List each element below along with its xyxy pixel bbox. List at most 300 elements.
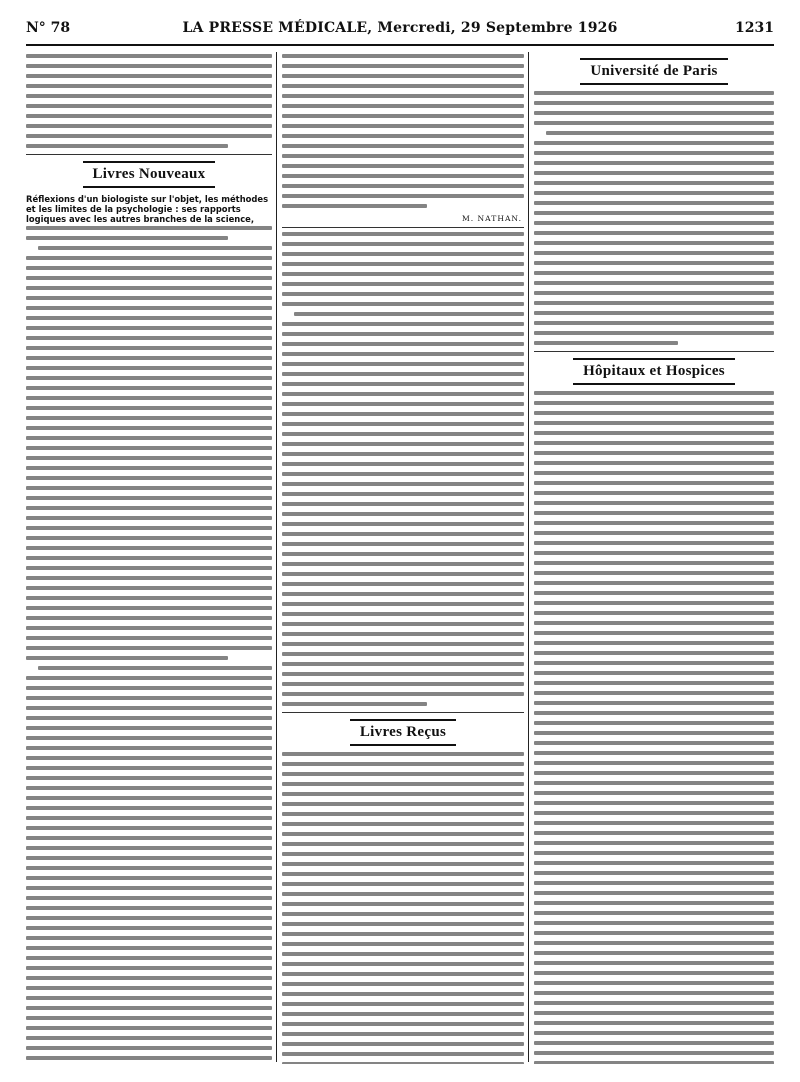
text-line <box>534 151 774 155</box>
text-line <box>282 104 524 108</box>
text-line <box>534 931 774 935</box>
text-line <box>282 532 524 536</box>
text-line <box>26 536 272 540</box>
text-line <box>282 1002 524 1006</box>
text-line <box>282 174 524 178</box>
section-divider <box>282 712 524 713</box>
text-line <box>534 871 774 875</box>
text-line <box>26 626 272 630</box>
text-line <box>534 511 774 515</box>
text-line <box>26 376 272 380</box>
text-line <box>282 592 524 596</box>
text-line <box>282 452 524 456</box>
text-line <box>26 806 272 810</box>
column-right <box>534 52 774 1064</box>
column-separator <box>528 52 529 1062</box>
text-line <box>26 286 272 290</box>
section-heading-hopitaux <box>534 358 774 385</box>
text-line <box>534 811 774 815</box>
text-line <box>282 982 524 986</box>
text-line <box>534 891 774 895</box>
text-line <box>26 104 272 108</box>
text-line <box>26 876 272 880</box>
section-heading-text: Livres Nouveaux <box>83 161 216 188</box>
text-line <box>534 771 774 775</box>
text-line <box>26 386 272 390</box>
section-heading-text: Université de Paris <box>580 58 727 85</box>
text-line <box>26 596 272 600</box>
text-line <box>26 266 272 270</box>
text-line <box>26 896 272 900</box>
text-line <box>282 1022 524 1026</box>
text-line <box>26 826 272 830</box>
text-line <box>26 426 272 430</box>
text-line <box>26 776 272 780</box>
text-line <box>26 606 272 610</box>
text-line <box>38 246 272 250</box>
text-line <box>282 134 524 138</box>
text-line <box>282 442 524 446</box>
text-line <box>534 1021 774 1025</box>
text-line <box>534 761 774 765</box>
text-line <box>26 516 272 520</box>
text-line <box>26 646 272 650</box>
section-divider <box>282 227 524 228</box>
received-books-list <box>282 752 524 1064</box>
text-line <box>534 591 774 595</box>
text-line <box>282 772 524 776</box>
text-line <box>534 331 774 335</box>
text-line <box>534 731 774 735</box>
text-line <box>534 251 774 255</box>
text-line <box>282 1052 524 1056</box>
text-line <box>534 711 774 715</box>
text-line <box>534 211 774 215</box>
text-line <box>534 201 774 205</box>
text-line <box>282 412 524 416</box>
text-line <box>534 411 774 415</box>
text-line <box>534 141 774 145</box>
text-line <box>26 556 272 560</box>
text-line <box>282 204 427 208</box>
text-line <box>282 652 524 656</box>
text-line <box>282 512 524 516</box>
text-line <box>282 302 524 306</box>
text-line <box>26 506 272 510</box>
text-line <box>26 976 272 980</box>
text-line <box>282 194 524 198</box>
text-line <box>534 261 774 265</box>
text-line <box>534 751 774 755</box>
text-line <box>534 901 774 905</box>
text-line <box>534 551 774 555</box>
text-line <box>534 641 774 645</box>
text-line <box>282 272 524 276</box>
text-line <box>26 356 272 360</box>
text-line <box>534 391 774 395</box>
text-line <box>26 416 272 420</box>
text-line <box>534 441 774 445</box>
text-line <box>534 161 774 165</box>
text-line <box>26 466 272 470</box>
text-line <box>26 546 272 550</box>
text-line <box>534 631 774 635</box>
text-line <box>282 392 524 396</box>
text-line <box>26 726 272 730</box>
text-line <box>26 84 272 88</box>
text-line <box>534 321 774 325</box>
text-line <box>26 906 272 910</box>
text-line <box>26 144 228 148</box>
text-line <box>282 522 524 526</box>
text-line <box>534 821 774 825</box>
text-line <box>282 612 524 616</box>
text-line <box>534 1061 774 1064</box>
text-line <box>26 796 272 800</box>
text-line <box>26 526 272 530</box>
header-rule <box>26 44 774 46</box>
text-line <box>26 436 272 440</box>
text-line <box>534 961 774 965</box>
text-line <box>534 121 774 125</box>
text-line <box>534 1041 774 1045</box>
text-line <box>282 852 524 856</box>
text-line <box>26 956 272 960</box>
text-line <box>534 541 774 545</box>
text-line <box>282 682 524 686</box>
text-line <box>26 326 272 330</box>
text-line <box>282 1032 524 1036</box>
text-line <box>282 232 524 236</box>
text-line <box>26 486 272 490</box>
page-number: 1231 <box>735 20 774 36</box>
text-line <box>282 422 524 426</box>
text-line <box>282 762 524 766</box>
text-line <box>282 942 524 946</box>
text-line <box>282 622 524 626</box>
text-line <box>26 866 272 870</box>
text-line <box>534 1031 774 1035</box>
text-line <box>282 932 524 936</box>
text-line <box>534 621 774 625</box>
text-line <box>282 972 524 976</box>
text-line <box>534 481 774 485</box>
university-notices <box>534 91 774 345</box>
text-line <box>534 221 774 225</box>
text-line <box>534 841 774 845</box>
text-line <box>26 1046 272 1050</box>
text-line <box>26 566 272 570</box>
text-line <box>534 741 774 745</box>
text-line <box>534 831 774 835</box>
text-line <box>282 992 524 996</box>
text-line <box>26 446 272 450</box>
text-line <box>534 851 774 855</box>
text-line <box>534 911 774 915</box>
text-line <box>282 124 524 128</box>
text-line <box>26 236 228 240</box>
text-line <box>534 721 774 725</box>
text-line <box>26 124 272 128</box>
book-review-body <box>26 226 272 1064</box>
text-line <box>26 406 272 410</box>
text-line <box>26 676 272 680</box>
text-line <box>534 491 774 495</box>
text-line <box>534 341 678 345</box>
text-line <box>534 581 774 585</box>
text-line <box>26 346 272 350</box>
text-line <box>534 1001 774 1005</box>
text-line <box>282 144 524 148</box>
text-line <box>26 786 272 790</box>
text-line <box>282 502 524 506</box>
text-line <box>26 336 272 340</box>
text-line <box>282 372 524 376</box>
section-heading-text: Livres Reçus <box>350 719 456 746</box>
text-line <box>282 752 524 756</box>
text-line <box>282 492 524 496</box>
text-line <box>534 1051 774 1055</box>
text-line <box>534 191 774 195</box>
text-line <box>26 1016 272 1020</box>
text-line <box>282 242 524 246</box>
text-line <box>26 756 272 760</box>
text-line <box>282 382 524 386</box>
text-line <box>26 1036 272 1040</box>
text-line <box>534 561 774 565</box>
text-line <box>534 401 774 405</box>
text-line <box>282 114 524 118</box>
text-line <box>534 451 774 455</box>
text-line <box>534 231 774 235</box>
text-line <box>26 846 272 850</box>
text-line <box>534 791 774 795</box>
text-line <box>282 632 524 636</box>
text-line <box>534 971 774 975</box>
text-line <box>282 262 524 266</box>
text-line <box>534 921 774 925</box>
text-line <box>26 316 272 320</box>
text-line <box>26 766 272 770</box>
text-line <box>26 226 272 230</box>
column-left <box>26 52 272 1064</box>
text-line <box>282 482 524 486</box>
text-line <box>38 666 272 670</box>
text-line <box>282 292 524 296</box>
text-line <box>26 134 272 138</box>
text-line <box>26 1056 272 1060</box>
text-line <box>26 856 272 860</box>
text-line <box>282 792 524 796</box>
text-line <box>534 91 774 95</box>
text-line <box>534 671 774 675</box>
text-line <box>534 991 774 995</box>
text-line <box>26 996 272 1000</box>
text-line <box>282 94 524 98</box>
text-line <box>534 531 774 535</box>
text-line <box>282 582 524 586</box>
text-line <box>282 462 524 466</box>
text-line <box>282 74 524 78</box>
text-line <box>534 461 774 465</box>
text-line <box>534 501 774 505</box>
text-line <box>26 716 272 720</box>
text-line <box>26 886 272 890</box>
text-line <box>534 1011 774 1015</box>
text-line <box>26 696 272 700</box>
text-line <box>282 702 427 706</box>
column-separator <box>276 52 277 1062</box>
text-line <box>534 181 774 185</box>
text-line <box>282 252 524 256</box>
text-line <box>26 256 272 260</box>
text-line <box>26 54 272 58</box>
text-line <box>26 306 272 310</box>
text-line <box>282 692 524 696</box>
text-line <box>282 832 524 836</box>
text-line <box>26 746 272 750</box>
section-divider <box>534 351 774 352</box>
hospital-notices <box>534 391 774 1064</box>
text-line <box>282 822 524 826</box>
text-line <box>26 456 272 460</box>
text-line <box>534 521 774 525</box>
text-line <box>534 691 774 695</box>
text-line <box>534 611 774 615</box>
text-line <box>26 496 272 500</box>
text-line <box>534 281 774 285</box>
text-line <box>534 701 774 705</box>
text-line <box>534 571 774 575</box>
text-line <box>282 432 524 436</box>
text-line <box>282 902 524 906</box>
text-line <box>26 586 272 590</box>
text-line <box>282 642 524 646</box>
text-line <box>282 1042 524 1046</box>
text-line <box>282 342 524 346</box>
column-middle <box>282 52 524 1064</box>
text-line <box>282 812 524 816</box>
text-line <box>26 816 272 820</box>
text-line <box>534 781 774 785</box>
text-line <box>282 962 524 966</box>
text-line <box>282 84 524 88</box>
text-line <box>282 952 524 956</box>
text-line <box>282 672 524 676</box>
text-line <box>534 241 774 245</box>
page-header <box>26 20 774 42</box>
text-line <box>534 311 774 315</box>
text-line <box>534 881 774 885</box>
text-line <box>282 882 524 886</box>
text-line <box>26 276 272 280</box>
text-line <box>282 662 524 666</box>
text-line <box>282 872 524 876</box>
article-continuation <box>26 54 272 148</box>
text-line <box>282 164 524 168</box>
text-line <box>282 362 524 366</box>
text-line <box>534 301 774 305</box>
text-line <box>26 396 272 400</box>
text-line <box>26 94 272 98</box>
author-signature: M. NATHAN. <box>461 214 522 223</box>
text-line <box>534 801 774 805</box>
text-line <box>26 1006 272 1010</box>
article-continuation <box>282 54 524 208</box>
text-line <box>534 651 774 655</box>
text-line <box>534 981 774 985</box>
text-line <box>534 681 774 685</box>
text-line <box>26 916 272 920</box>
text-line <box>26 296 272 300</box>
text-line <box>282 562 524 566</box>
text-line <box>534 601 774 605</box>
text-line <box>282 402 524 406</box>
text-line <box>282 1012 524 1016</box>
text-line <box>534 271 774 275</box>
text-line <box>282 472 524 476</box>
text-line <box>534 861 774 865</box>
text-line <box>26 656 228 660</box>
text-line <box>282 54 524 58</box>
text-line <box>534 101 774 105</box>
text-line <box>26 636 272 640</box>
text-line <box>26 616 272 620</box>
text-line <box>294 312 524 316</box>
publication-title: LA PRESSE MÉDICALE, Mercredi, 29 Septembre 1926 <box>182 20 618 36</box>
issue-number: N° 78 <box>26 20 71 36</box>
text-line <box>26 836 272 840</box>
section-divider <box>26 154 272 155</box>
text-line <box>26 476 272 480</box>
text-line <box>534 291 774 295</box>
text-line <box>26 114 272 118</box>
text-line <box>26 736 272 740</box>
text-line <box>26 64 272 68</box>
text-line <box>534 111 774 115</box>
text-line <box>534 951 774 955</box>
text-line <box>26 576 272 580</box>
section-heading-livres-recus <box>282 719 524 746</box>
text-line <box>534 431 774 435</box>
text-line <box>282 572 524 576</box>
text-line <box>282 912 524 916</box>
text-line <box>26 366 272 370</box>
text-line <box>282 542 524 546</box>
book-review-title: Réflexions d'un biologiste sur l'objet, les méthodes et les limites de la psychologie : ses rapports logiques avec les autres branches de la science, <box>26 194 269 224</box>
text-line <box>282 862 524 866</box>
text-line <box>282 1062 524 1064</box>
text-line <box>282 352 524 356</box>
text-line <box>282 602 524 606</box>
text-line <box>26 926 272 930</box>
text-line <box>282 154 524 158</box>
text-line <box>282 892 524 896</box>
text-line <box>282 802 524 806</box>
text-line <box>26 936 272 940</box>
section-heading-text: Hôpitaux et Hospices <box>573 358 735 385</box>
text-line <box>26 74 272 78</box>
text-line <box>534 471 774 475</box>
text-line <box>534 171 774 175</box>
text-line <box>282 332 524 336</box>
text-line <box>534 421 774 425</box>
text-line <box>282 184 524 188</box>
text-line <box>26 686 272 690</box>
text-line <box>282 322 524 326</box>
section-heading-universite <box>534 58 774 85</box>
text-line <box>282 842 524 846</box>
